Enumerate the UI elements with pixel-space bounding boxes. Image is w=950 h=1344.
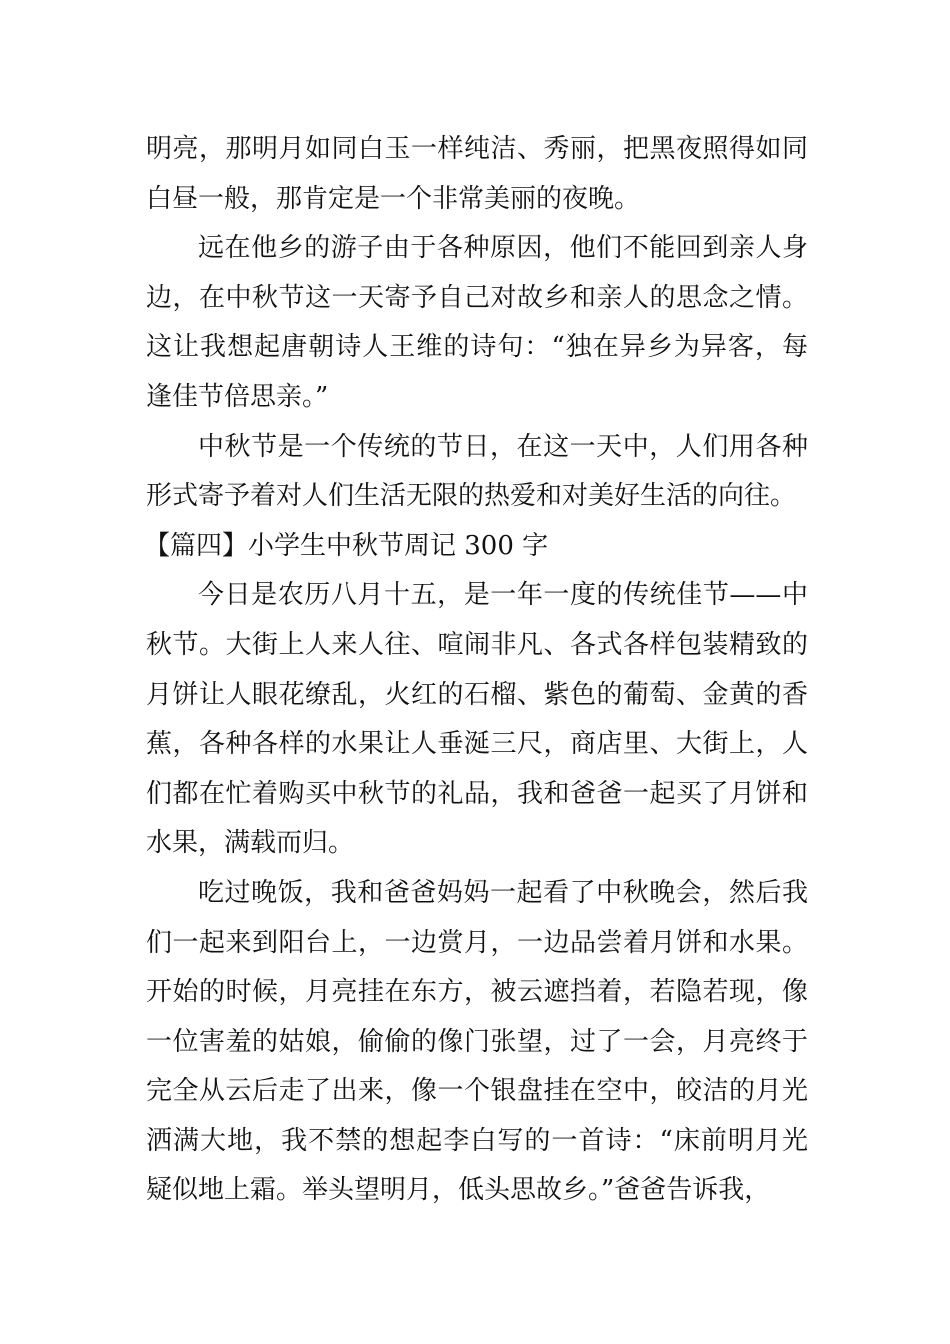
paragraph-moon-viewing: 吃过晚饭，我和爸爸妈妈一起看了中秋晚会，然后我们一起来到阳台上，一边赏月，一边品尝着月饼和水果。开始的时候，月亮挂在东方，被云遮挡着，若隐若现，像一位害羞的姑娘，偷偷的像门张望，过了一会，月亮终于完全从云后走了出来，像一个银盘挂在空中，皎洁的月光洒满大地，我不禁的想起李白写的一首诗：“床前明月光疑似地上霜。举头望明月，低头思故乡。”爸爸告诉我， [146, 877, 808, 1206]
document-body [146, 125, 808, 1216]
section-heading: 【篇四】小学生中秋节周记 300 字 [144, 530, 549, 561]
paragraph-wanderers: 远在他乡的游子由于各种原因，他们不能回到亲人身边，在中秋节这一天寄予自己对故乡和亲人的思念之情。这让我想起唐朝诗人王维的诗句：“独在异乡为异客，每逢佳节倍思亲。” [146, 233, 808, 412]
paragraph-festival-shopping: 今日是农历八月十五，是一年一度的传统佳节——中秋节。大街上人来人往、喧闹非凡、各式各样包装精致的月饼让人眼花缭乱，火红的石榴、紫色的葡萄、金黄的香蕉，各种各样的水果让人垂涎三尺，商店里、大街上，人们都在忙着购买中秋节的礼品，我和爸爸一起买了月饼和水果，满载而归。 [146, 580, 808, 859]
paragraph-moon-description: 明亮，那明月如同白玉一样纯洁、秀丽，把黑夜照得如同白昼一般，那肯定是一个非常美丽的夜晚。 [146, 134, 808, 214]
paragraph-traditional-festival: 中秋节是一个传统的节日，在这一天中，人们用各种形式寄予着对人们生活无限的热爱和对美好生活的向往。 [146, 431, 808, 512]
